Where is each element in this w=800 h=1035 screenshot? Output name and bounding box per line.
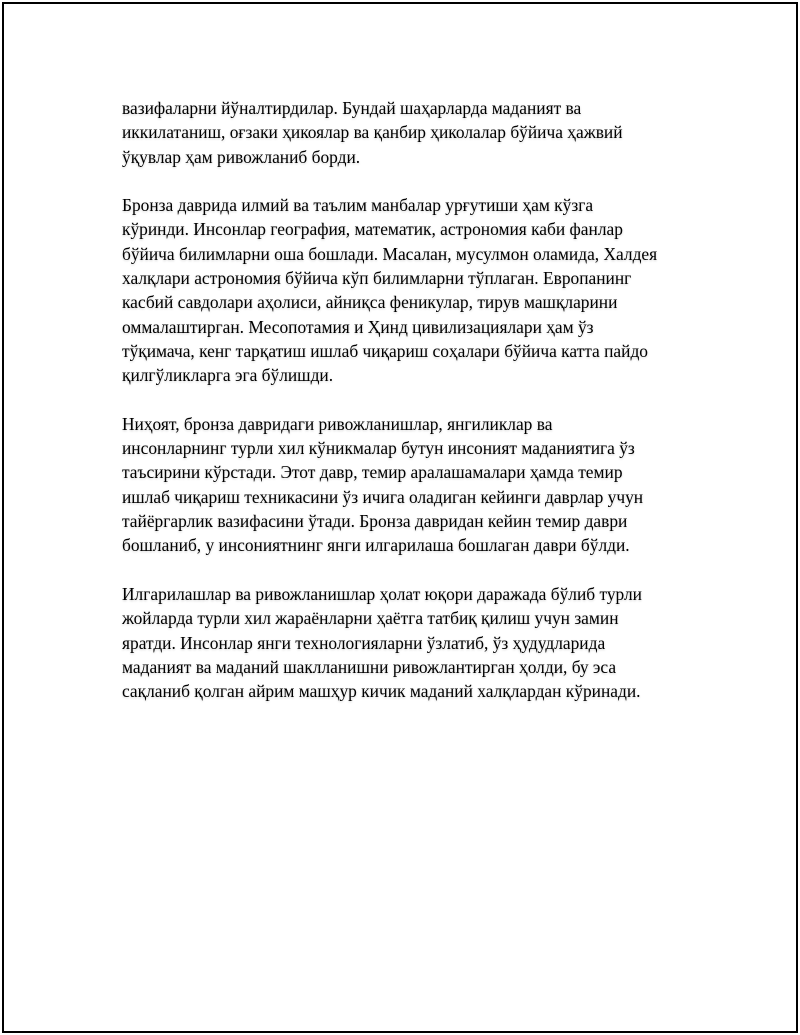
paragraph-line: қилгўликларга эга бўлишди. bbox=[122, 365, 334, 386]
paragraph-line: инсонларнинг турли хил кўникмалар бутун инсоният маданиятига ўз bbox=[122, 438, 635, 459]
paragraph-line: оммалаштирган. Месопотамия и Ҳинд цивилизациялари ҳам ўз bbox=[122, 316, 594, 337]
paragraph-line: таъсирини кўрстади. Этот давр, темир аралашамалари ҳамда темир bbox=[122, 462, 623, 483]
paragraph-3 bbox=[122, 412, 702, 558]
paragraph-line: ишлаб чиқариш техникасини ўз ичига оладиган кейинги даврлар учун bbox=[122, 486, 644, 507]
paragraph-line: маданият ва маданий шаклланишни ривожлантирган ҳолди, бу эса bbox=[122, 656, 617, 677]
paragraph-line: ўқувлар ҳам ривожланиб борди. bbox=[122, 146, 361, 167]
paragraph-1 bbox=[122, 96, 702, 169]
paragraph-line: Ниҳоят, бронза давридаги ривожланишлар, янгиликлар ва bbox=[122, 413, 553, 434]
paragraph-line: кўринди. Инсонлар география, математик, астрономия каби фанлар bbox=[122, 219, 623, 240]
paragraph-line: Илгарилашлар ва ривожланишлар ҳолат юқори даражада бўлиб турли bbox=[122, 583, 642, 604]
page-frame bbox=[2, 2, 798, 1033]
paragraph-line: касбий савдолари аҳолиси, айниқса феникулар, тирув машқларини bbox=[122, 292, 618, 313]
paragraph-line: яратди. Инсонлар янги технологияларни ўзлатиб, ўз ҳудудларида bbox=[122, 632, 606, 653]
paragraph-2 bbox=[122, 193, 702, 387]
document-body bbox=[122, 96, 702, 728]
paragraph-line: бошланиб, у инсониятнинг янги илгарилаша бошлаган даври бўлди. bbox=[122, 535, 630, 556]
paragraph-line: вазифаларни йўналтирдилар. Бундай шаҳарларда маданият ва bbox=[122, 98, 582, 118]
paragraph-line: халқлари астрономия бўйича кўп билимларни тўплаган. Европанинг bbox=[122, 268, 632, 289]
paragraph-line: тайёргарлик вазифасини ўтади. Бронза давридан кейин темир даври bbox=[122, 511, 628, 532]
paragraph-line: жойларда турли хил жараёнларни ҳаётга татбиқ қилиш учун замин bbox=[122, 608, 619, 629]
paragraph-line: бўйича билимларни оша бошлади. Масалан, мусулмон оламида, Халдея bbox=[122, 243, 658, 264]
paragraph-line: Бронза даврида илмий ва таълим манбалар урғутиши ҳам кўзга bbox=[122, 195, 594, 216]
paragraph-line: иккилатаниш, оғзаки ҳикоялар ва қанбир ҳиколалар бўйича ҳажвий bbox=[122, 122, 623, 143]
paragraph-line: тўқимача, кенг тарқатиш ишлаб чиқариш соҳалари бўйича катта пайдо bbox=[122, 340, 648, 361]
paragraph-line: сақланиб қолган айрим машҳур кичик маданий халқлардан кўринади. bbox=[122, 681, 641, 702]
paragraph-4 bbox=[122, 582, 702, 703]
